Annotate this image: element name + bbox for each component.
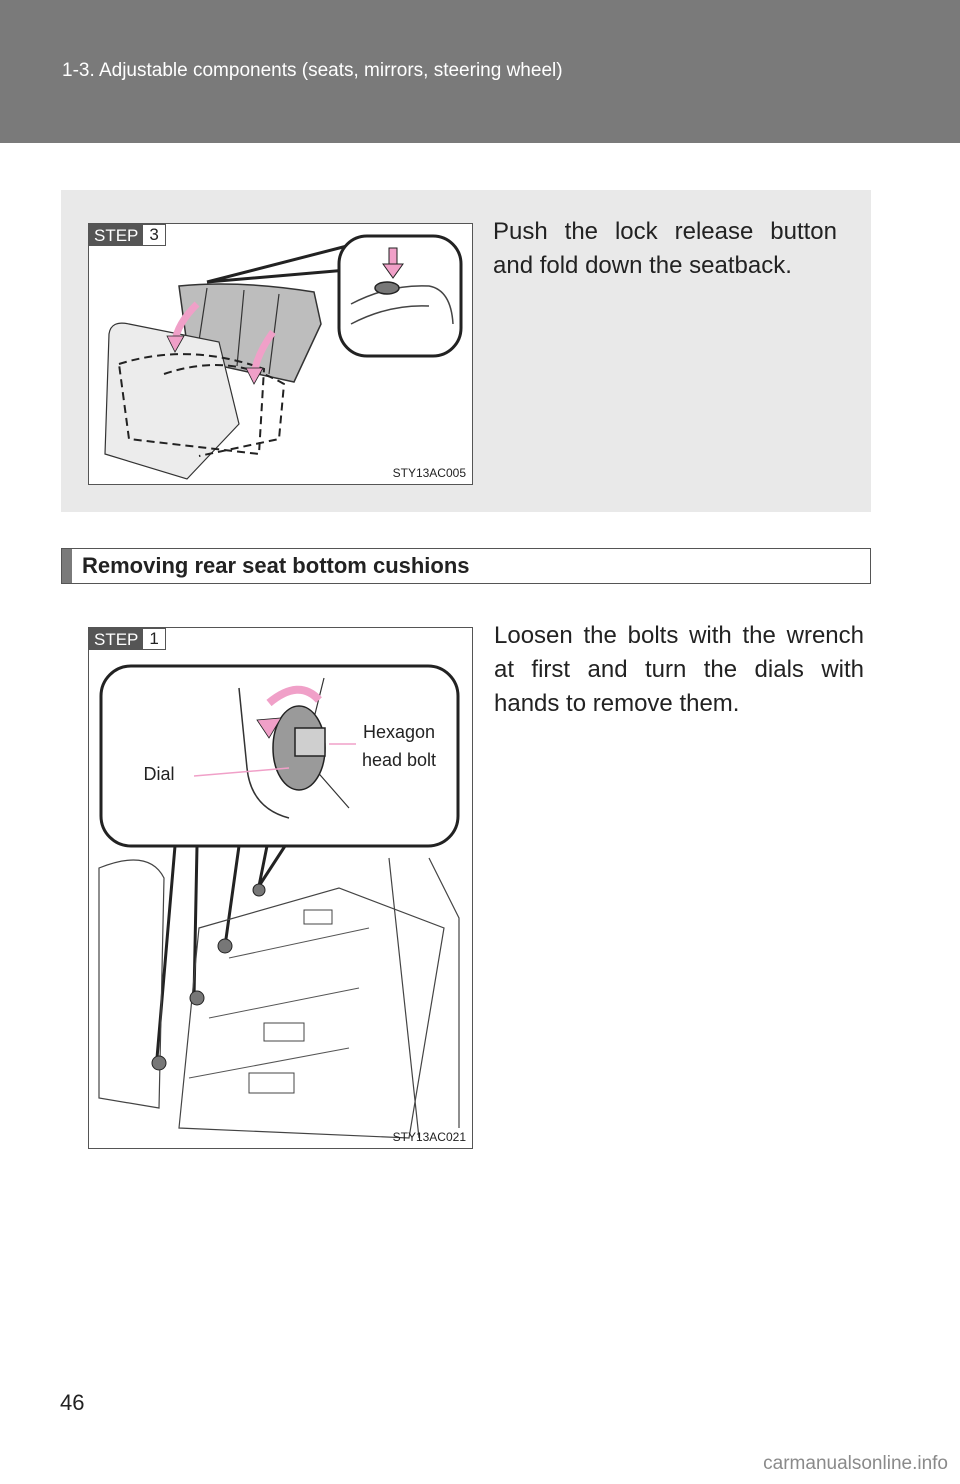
step3-instruction: Push the lock release button and fold down the seatback. xyxy=(493,218,837,279)
step-label: STEP xyxy=(89,628,143,650)
seat-bolt-illustration xyxy=(89,628,472,1148)
dial-callout: Dial xyxy=(143,764,175,784)
hexagon-bolt-callout xyxy=(354,718,444,774)
step1-instruction: Loosen the bolts with the wrench at first and turn the dials with hands to remove them. xyxy=(494,622,864,717)
figure-code: STY13AC021 xyxy=(392,1130,466,1144)
watermark: carmanualsonline.info xyxy=(763,1453,948,1474)
callout-line: Hexagon xyxy=(362,722,436,742)
step1-figure xyxy=(88,627,473,1149)
figure-code: STY13AC005 xyxy=(392,466,466,480)
heading-bar xyxy=(62,549,72,583)
callout-line: head bolt xyxy=(361,750,437,770)
step3-panel xyxy=(61,190,871,512)
section-heading-title: Removing rear seat bottom cushions xyxy=(82,553,470,578)
page-header xyxy=(0,0,960,143)
seat-fold-illustration xyxy=(89,224,472,484)
section-heading xyxy=(61,548,871,584)
page-number: 46 xyxy=(60,1390,85,1415)
step3-figure xyxy=(88,223,473,485)
step-label: STEP xyxy=(89,224,143,246)
section-title: 1-3. Adjustable components (seats, mirrors, steering wheel) xyxy=(62,60,563,81)
step-number: 1 xyxy=(143,628,165,650)
step-number: 3 xyxy=(143,224,165,246)
